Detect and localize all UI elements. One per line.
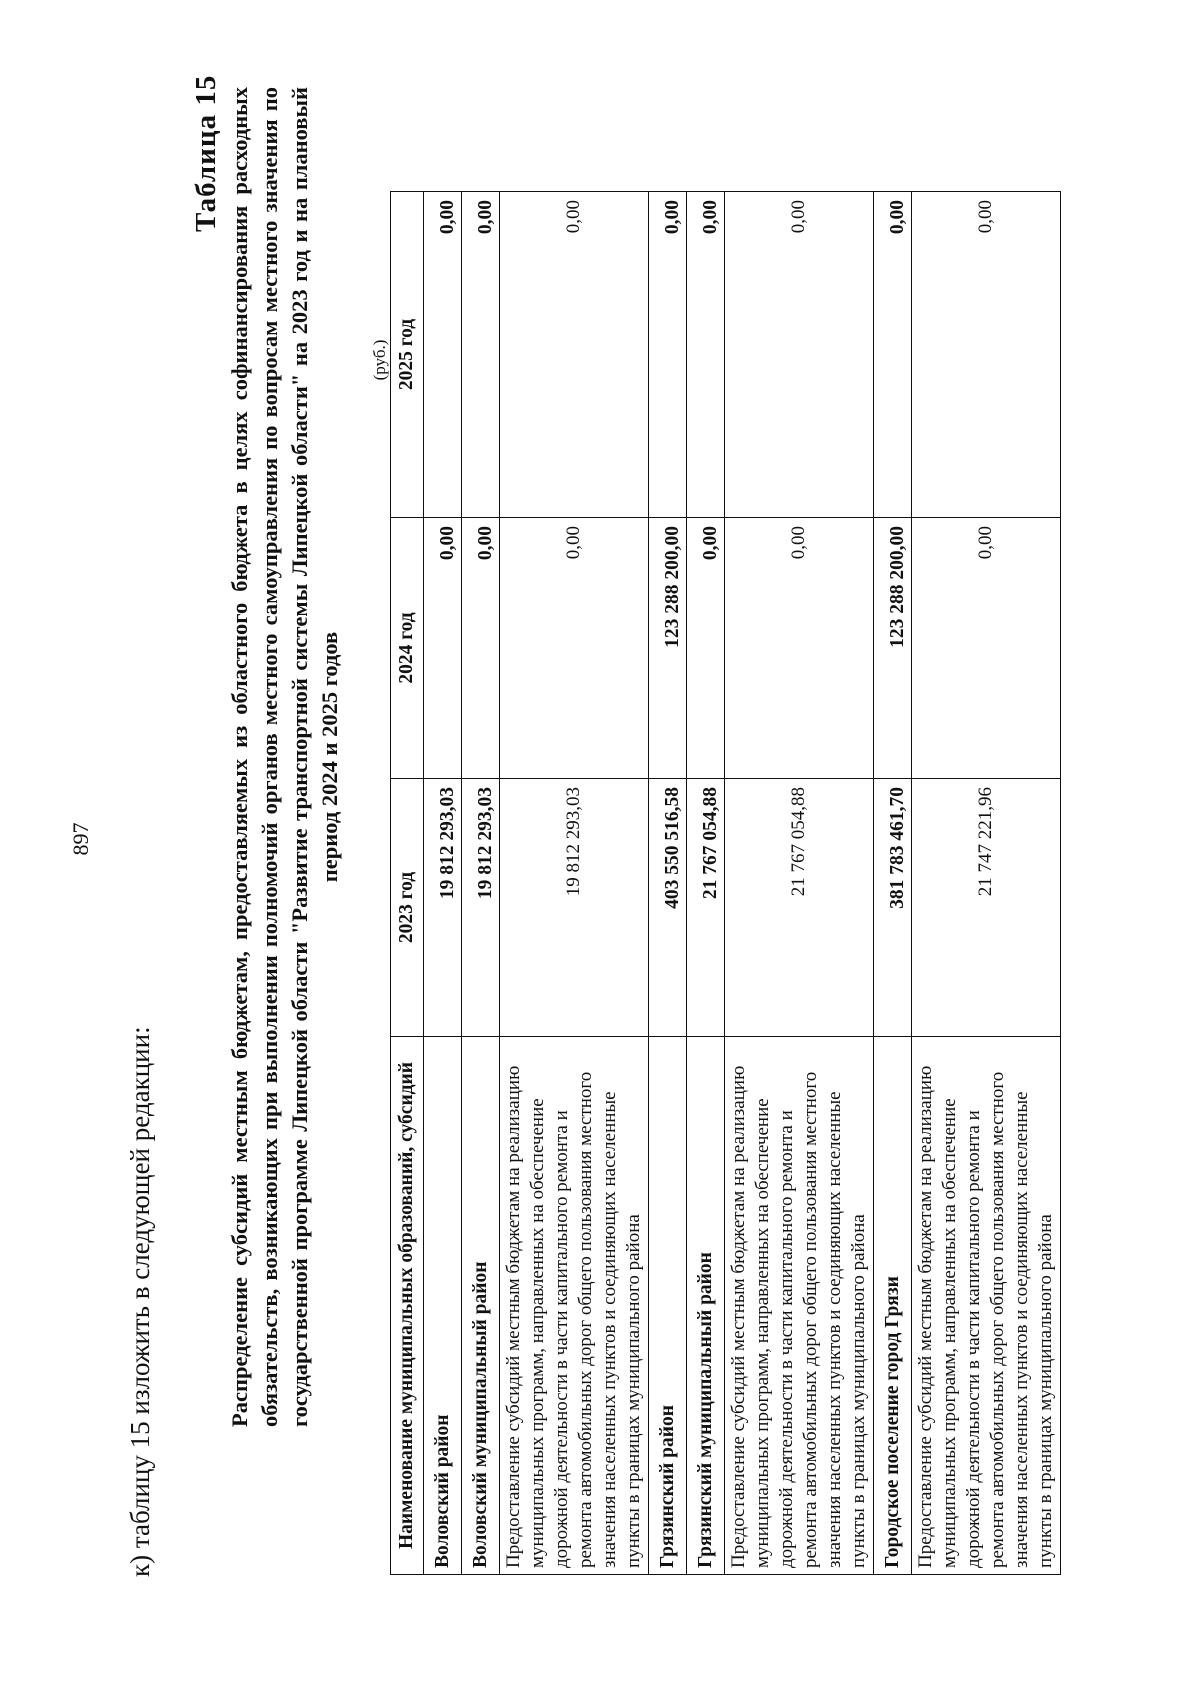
row-2024: 123 288 200,00 bbox=[649, 518, 687, 779]
header-2023: 2023 год bbox=[391, 779, 424, 1037]
row-2023: 381 783 461,70 bbox=[874, 779, 912, 1037]
row-2025: 0,00 bbox=[424, 192, 462, 518]
row-2025: 0,00 bbox=[912, 192, 1061, 518]
table-label: Таблица 15 bbox=[190, 74, 222, 232]
unit-label: (руб.) bbox=[370, 339, 389, 381]
table-header-row bbox=[391, 192, 424, 1575]
row-2024: 0,00 bbox=[687, 518, 725, 779]
row-2024: 123 288 200,00 bbox=[874, 518, 912, 779]
row-name: Грязинский муниципальный район bbox=[687, 1037, 725, 1575]
row-name: Городское поселение город Грязи bbox=[874, 1037, 912, 1575]
table-row bbox=[687, 192, 725, 1575]
header-2024: 2024 год bbox=[391, 518, 424, 779]
table-row bbox=[912, 192, 1061, 1575]
row-2023: 21 767 054,88 bbox=[687, 779, 725, 1037]
subsidy-table bbox=[390, 191, 1061, 1575]
header-2025: 2025 год bbox=[391, 192, 424, 518]
table-row bbox=[424, 192, 462, 1575]
page-number: 897 bbox=[68, 822, 93, 856]
row-2023: 19 812 293,03 bbox=[500, 779, 649, 1037]
row-2023: 19 812 293,03 bbox=[424, 779, 462, 1037]
row-name: Грязинский район bbox=[649, 1037, 687, 1575]
row-2024: 0,00 bbox=[912, 518, 1061, 779]
row-name: Воловский муниципальный район bbox=[462, 1037, 500, 1575]
row-2023: 19 812 293,03 bbox=[462, 779, 500, 1037]
row-2025: 0,00 bbox=[649, 192, 687, 518]
row-2024: 0,00 bbox=[725, 518, 874, 779]
row-2025: 0,00 bbox=[687, 192, 725, 518]
table-row bbox=[874, 192, 912, 1575]
row-2025: 0,00 bbox=[462, 192, 500, 518]
row-2025: 0,00 bbox=[500, 192, 649, 518]
row-name: Предоставление субсидий местным бюджетам на реализацию муниципальных программ, направленных на обеспечение дорожной деятельности в части капитального ремонта и ремонта автомобильных дорог общего пользования местного значения населенных пунктов и соединяющих населенные пункты в границах муниципального района bbox=[912, 1037, 1061, 1575]
row-name: Предоставление субсидий местным бюджетам на реализацию муниципальных программ, направленных на обеспечение дорожной деятельности в части капитального ремонта и ремонта автомобильных дорог общего пользования местного значения населенных пунктов и соединяющих населенные пункты в границах муниципального района bbox=[500, 1037, 649, 1575]
table-row bbox=[500, 192, 649, 1575]
row-2023: 21 747 221,96 bbox=[912, 779, 1061, 1037]
row-2025: 0,00 bbox=[874, 192, 912, 518]
row-name: Воловский район bbox=[424, 1037, 462, 1575]
table-row bbox=[649, 192, 687, 1575]
header-name: Наименование муниципальных образований, субсидий bbox=[391, 1037, 424, 1575]
table-row bbox=[725, 192, 874, 1575]
row-2024: 0,00 bbox=[500, 518, 649, 779]
row-2024: 0,00 bbox=[462, 518, 500, 779]
row-2023: 403 550 516,58 bbox=[649, 779, 687, 1037]
row-2024: 0,00 bbox=[424, 518, 462, 779]
row-2023: 21 767 054,88 bbox=[725, 779, 874, 1037]
table-row bbox=[462, 192, 500, 1575]
table-title: Распределение субсидий местным бюджетам, предоставляемых из областного бюджета в целях софинансирования расходных обязательств, возникающих при выполнении полномочий органов местного самоуправления по вопросам местного значения по государственной программе Липецкой области "Развитие транспортной системы Липецкой области" на 2023 год и на плановый период 2024 и 2025 годов bbox=[227, 87, 342, 1427]
intro-text: к) таблицу 15 изложить в следующей редакции: bbox=[125, 1026, 155, 1577]
row-2025: 0,00 bbox=[725, 192, 874, 518]
row-name: Предоставление субсидий местным бюджетам на реализацию муниципальных программ, направленных на обеспечение дорожной деятельности в части капитального ремонта и ремонта автомобильных дорог общего пользования местного значения населенных пунктов и соединяющих населенные пункты в границах муниципального района bbox=[725, 1037, 874, 1575]
